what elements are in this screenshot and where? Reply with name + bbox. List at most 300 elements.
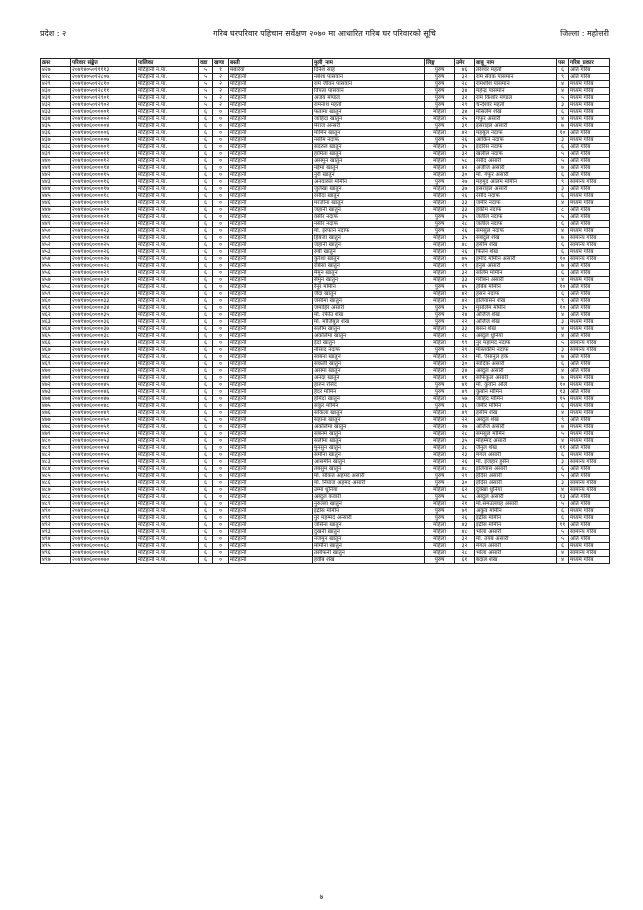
gender-cell: पुरुष — [425, 137, 455, 144]
page-header — [40, 28, 609, 42]
serial-cell: ४४३ — [41, 179, 71, 186]
settlement-cell: मटिहानी — [229, 557, 313, 564]
gender-cell: महिला — [425, 375, 455, 382]
poverty-type-cell: मध्यम गरिब — [569, 375, 610, 382]
municipality-cell: मटिहानी न.पा. — [137, 137, 199, 144]
table-row — [41, 522, 610, 529]
block-cell: ० — [213, 326, 229, 333]
serial-cell: ४२८ — [41, 74, 71, 81]
block-cell: ० — [213, 291, 229, 298]
poverty-type-cell: मध्यम गरिब — [569, 424, 610, 431]
family-size-cell: ४ — [557, 557, 569, 564]
table-row — [41, 452, 610, 459]
block-cell: ० — [213, 501, 229, 508]
gender-cell: महिला — [425, 340, 455, 347]
municipality-cell: मटिहानी न.पा. — [137, 417, 199, 424]
head-name-cell: सलीम खातुन — [313, 326, 425, 333]
municipality-cell: मटिहानी न.पा. — [137, 67, 199, 74]
ward-cell: ६ — [199, 298, 213, 305]
age-cell: ४५ — [455, 284, 475, 291]
family-size-cell: ७ — [557, 235, 569, 242]
head-name-cell: सबनम खातुन — [313, 431, 425, 438]
serial-cell: ४५१ — [41, 235, 71, 242]
household-table — [40, 58, 610, 564]
table-row — [41, 340, 610, 347]
ward-cell: ६ — [199, 284, 213, 291]
poverty-type-cell: अति गरिब — [569, 130, 610, 137]
head-name-cell: नबेशा पासवान — [313, 74, 425, 81]
column-header: मुली_नाम — [313, 59, 425, 67]
poverty-type-cell: अति गरिब — [569, 333, 610, 340]
table-row — [41, 172, 610, 179]
serial-cell: ४३७ — [41, 137, 71, 144]
serial-cell: ४३० — [41, 88, 71, 95]
head-name-cell: हैदर मोमिन — [313, 389, 425, 396]
household-code-cell: २०४१४०६००००४९ — [71, 410, 137, 417]
table-row — [41, 130, 610, 137]
poverty-type-cell: मध्यम गरिब — [569, 123, 610, 130]
settlement-cell: मटिहानी — [229, 445, 313, 452]
ward-cell: ६ — [199, 291, 213, 298]
municipality-cell: मटिहानी न.पा. — [137, 424, 199, 431]
father-name-cell: हसीम शेख — [475, 410, 557, 417]
gender-cell: पुरुष — [425, 123, 455, 130]
age-cell: २९ — [455, 102, 475, 109]
household-code-cell: २०४१४०६००००२० — [71, 207, 137, 214]
table-row — [41, 102, 610, 109]
father-name-cell: अब्दुल धुनिया — [475, 333, 557, 340]
age-cell: ३० — [455, 361, 475, 368]
gender-cell: महिला — [425, 529, 455, 536]
father-name-cell: इसराइल अंसारी — [475, 186, 557, 193]
serial-cell: ४६१ — [41, 305, 71, 312]
head-name-cell: नईमा खातुन — [313, 165, 425, 172]
block-cell: २ — [213, 95, 229, 102]
block-cell: ० — [213, 305, 229, 312]
poverty-type-cell: मध्यम गरिब — [569, 137, 610, 144]
age-cell: ६२ — [455, 487, 475, 494]
household-code-cell: २०४१४०६००००४७ — [71, 396, 137, 403]
age-cell: ३३ — [455, 326, 475, 333]
serial-cell: ४३३ — [41, 109, 71, 116]
head-name-cell: रसीदा खातुन — [313, 193, 425, 200]
settlement-cell: मटिहानी — [229, 424, 313, 431]
head-name-cell: जमाहिर अंसारी — [313, 305, 425, 312]
household-code-cell: २०४१४०६००००६१ — [71, 494, 137, 501]
household-code-cell: २०४१४०६००००२९ — [71, 270, 137, 277]
settlement-cell: मटिहानी — [229, 109, 313, 116]
poverty-type-cell: अति गरिब — [569, 186, 610, 193]
municipality-cell: मटिहानी न.पा. — [137, 326, 199, 333]
block-cell: ० — [213, 557, 229, 564]
gender-cell: महिला — [425, 144, 455, 151]
block-cell: ० — [213, 214, 229, 221]
age-cell: ३३ — [455, 277, 475, 284]
block-cell: ० — [213, 249, 229, 256]
serial-cell: ४७५ — [41, 403, 71, 410]
household-code-cell: २०४१४०६००००१६ — [71, 179, 137, 186]
poverty-type-cell: मध्यम गरिब — [569, 410, 610, 417]
settlement-cell: मटिहानी — [229, 389, 313, 396]
municipality-cell: मटिहानी न.पा. — [137, 95, 199, 102]
table-row — [41, 298, 610, 305]
age-cell: ३५ — [455, 235, 475, 242]
ward-cell: ६ — [199, 165, 213, 172]
table-row — [41, 95, 610, 102]
block-cell: ० — [213, 550, 229, 557]
serial-cell: ४८९ — [41, 501, 71, 508]
block-cell: २ — [213, 88, 229, 95]
father-name-cell: भोला अंसारी — [475, 529, 557, 536]
table-row — [41, 354, 610, 361]
table-row — [41, 214, 610, 221]
serial-cell: ४९३ — [41, 529, 71, 536]
block-cell: ० — [213, 403, 229, 410]
serial-cell: ४६६ — [41, 340, 71, 347]
serial-cell: ४७३ — [41, 389, 71, 396]
father-name-cell: भोला अंसारी — [475, 550, 557, 557]
block-cell: ० — [213, 424, 229, 431]
block-cell: ० — [213, 354, 229, 361]
father-name-cell: सलिम मोमीन — [475, 270, 557, 277]
serial-cell: ४८८ — [41, 494, 71, 501]
block-cell: ० — [213, 473, 229, 480]
settlement-cell: मटिहानी — [229, 165, 313, 172]
head-name-cell: मोमीना खातुन — [313, 543, 425, 550]
age-cell: ३२ — [455, 536, 475, 543]
settlement-cell: मटिहानी — [229, 501, 313, 508]
head-name-cell: मो. इरफान नदाफ — [313, 228, 425, 235]
age-cell: २६ — [455, 515, 475, 522]
family-size-cell: ६ — [557, 543, 569, 550]
settlement-cell: मटिहानी — [229, 340, 313, 347]
poverty-type-cell: मध्यम गरिब — [569, 326, 610, 333]
serial-cell: ४८३ — [41, 459, 71, 466]
household-code-cell: २०४१४०५०१२८०७ — [71, 74, 137, 81]
age-cell: २६ — [455, 193, 475, 200]
poverty-type-cell: अति गरिब — [569, 172, 610, 179]
poverty-type-cell: अति गरिब — [569, 445, 610, 452]
serial-cell: ४८२ — [41, 452, 71, 459]
household-code-cell: २०४१४०६००००६२ — [71, 501, 137, 508]
household-code-cell: २०४१४०६००००६९ — [71, 550, 137, 557]
serial-cell: ४५७ — [41, 277, 71, 284]
family-size-cell: ६ — [557, 109, 569, 116]
poverty-type-cell: मध्यम गरिब — [569, 557, 610, 564]
ward-cell: ६ — [199, 389, 213, 396]
settlement-cell: मटिहानी — [229, 186, 313, 193]
household-code-cell: २०४१४०६००००३३ — [71, 298, 137, 305]
block-cell: २ — [213, 81, 229, 88]
head-name-cell: अनदा खातुन — [313, 375, 425, 382]
family-size-cell: ७ — [557, 123, 569, 130]
age-cell: ४२ — [455, 165, 475, 172]
ward-cell: ६ — [199, 186, 213, 193]
serial-cell: ४३८ — [41, 144, 71, 151]
household-code-cell: २०४१४०५०१२८११ — [71, 88, 137, 95]
ward-cell: ५ — [199, 102, 213, 109]
settlement-cell: मटिहानी — [229, 284, 313, 291]
gender-cell: महिला — [425, 326, 455, 333]
serial-cell: ४४५ — [41, 193, 71, 200]
table-row — [41, 445, 610, 452]
ward-cell: ६ — [199, 312, 213, 319]
municipality-cell: मटिहानी न.पा. — [137, 473, 199, 480]
father-name-cell: हकीम नदाफ — [475, 207, 557, 214]
settlement-cell: मटिहानी — [229, 494, 313, 501]
serial-cell: ४७६ — [41, 410, 71, 417]
family-size-cell: ६ — [557, 249, 569, 256]
municipality-cell: मटिहानी न.पा. — [137, 431, 199, 438]
serial-cell: ४७२ — [41, 382, 71, 389]
municipality-cell: मटिहानी न.पा. — [137, 536, 199, 543]
ward-cell: ६ — [199, 508, 213, 515]
district-label: जिल्ला : महोत्तरी — [560, 29, 609, 38]
settlement-cell: मटिहानी — [229, 305, 313, 312]
serial-cell: ४६७ — [41, 347, 71, 354]
settlement-cell: मटिहानी — [229, 536, 313, 543]
head-name-cell: असमुन खातुन — [313, 158, 425, 165]
gender-cell: महिला — [425, 298, 455, 305]
settlement-cell: मटिहानी — [229, 235, 313, 242]
block-cell: ० — [213, 361, 229, 368]
age-cell: ४१ — [455, 375, 475, 382]
gender-cell: पुरुष — [425, 319, 455, 326]
poverty-type-cell: अति गरिब — [569, 466, 610, 473]
municipality-cell: मटिहानी न.पा. — [137, 368, 199, 375]
block-cell: ० — [213, 186, 229, 193]
municipality-cell: मटिहानी न.पा. — [137, 102, 199, 109]
serial-cell: ४४० — [41, 158, 71, 165]
column-header: क्रस — [41, 59, 71, 67]
gender-cell: पुरुष — [425, 305, 455, 312]
table-body — [41, 67, 610, 564]
age-cell: २५ — [455, 116, 475, 123]
family-size-cell: ३ — [557, 186, 569, 193]
serial-cell: ४२९ — [41, 81, 71, 88]
age-cell: ३५ — [455, 214, 475, 221]
family-size-cell: ११ — [557, 445, 569, 452]
gender-cell: महिला — [425, 438, 455, 445]
settlement-cell: मटिहानी — [229, 431, 313, 438]
table-row — [41, 291, 610, 298]
household-code-cell: २०४१४०६०००००७ — [71, 137, 137, 144]
table-row — [41, 508, 610, 515]
father-name-cell: हदिस अंसारी — [475, 473, 557, 480]
head-name-cell: सकिला खातुन — [313, 410, 425, 417]
settlement-cell: मटिहानी — [229, 382, 313, 389]
gender-cell: महिला — [425, 333, 455, 340]
age-cell: ७९ — [455, 508, 475, 515]
gender-cell: पुरुष — [425, 228, 455, 235]
family-size-cell: ३ — [557, 459, 569, 466]
father-name-cell: मोसलेम शेख — [475, 109, 557, 116]
serial-cell: ४८६ — [41, 480, 71, 487]
head-name-cell: साबना खातुन — [313, 354, 425, 361]
block-cell: ० — [213, 109, 229, 116]
ward-cell: ५ — [199, 74, 213, 81]
block-cell: ० — [213, 487, 229, 494]
father-name-cell: खलील नदाफ — [475, 151, 557, 158]
municipality-cell: मटिहानी न.पा. — [137, 466, 199, 473]
municipality-cell: मटिहानी न.पा. — [137, 207, 199, 214]
settlement-cell: मटिहानी — [229, 74, 313, 81]
serial-cell: ४६८ — [41, 354, 71, 361]
municipality-cell: मटिहानी न.पा. — [137, 298, 199, 305]
age-cell: २१ — [455, 501, 475, 508]
settlement-cell: मटिहानी — [229, 228, 313, 235]
age-cell: ४२ — [455, 130, 475, 137]
head-name-cell: हिबजा खातुन — [313, 235, 425, 242]
ward-cell: ६ — [199, 116, 213, 123]
head-name-cell: सैमुन खातुन — [313, 277, 425, 284]
household-code-cell: २०४१४०६००००३७ — [71, 326, 137, 333]
family-size-cell: ४ — [557, 81, 569, 88]
column-header: खण्ड — [213, 59, 229, 67]
table-row — [41, 151, 610, 158]
father-name-cell: इसराइल अंसारी — [475, 123, 557, 130]
household-code-cell: २०४१४०६००००३६ — [71, 319, 137, 326]
table-row — [41, 536, 610, 543]
serial-cell: ४४७ — [41, 207, 71, 214]
serial-cell: ४२७ — [41, 67, 71, 74]
ward-cell: ६ — [199, 263, 213, 270]
settlement-cell: मटिहानी — [229, 473, 313, 480]
municipality-cell: मटिहानी न.पा. — [137, 242, 199, 249]
table-row — [41, 88, 610, 95]
poverty-type-cell: मध्यम गरिब — [569, 382, 610, 389]
table-row — [41, 123, 610, 130]
municipality-cell: मटिहानी न.पा. — [137, 151, 199, 158]
municipality-cell: मटिहानी न.पा. — [137, 501, 199, 508]
father-name-cell: हसीम शेख — [475, 242, 557, 249]
age-cell: ५७ — [455, 396, 475, 403]
gender-cell: पुरुष — [425, 557, 455, 564]
poverty-type-cell: अति गरिब — [569, 522, 610, 529]
poverty-type-cell: अति गरिब — [569, 298, 610, 305]
ward-cell: ६ — [199, 543, 213, 550]
gender-cell: पुरुष — [425, 515, 455, 522]
poverty-type-cell: सामान्य गरिब — [569, 235, 610, 242]
family-size-cell: ३ — [557, 319, 569, 326]
family-size-cell: १० — [557, 382, 569, 389]
block-cell: ० — [213, 480, 229, 487]
block-cell: ० — [213, 312, 229, 319]
father-name-cell: इद्रीस मोमीन — [475, 522, 557, 529]
serial-cell: ४७९ — [41, 431, 71, 438]
serial-cell: ४५५ — [41, 263, 71, 270]
block-cell: ० — [213, 277, 229, 284]
municipality-cell: मटिहानी न.पा. — [137, 172, 199, 179]
age-cell: १९ — [455, 340, 475, 347]
document-title: गरिब घरपरिवार पहिचान सर्वेक्षण २०७० मा आधारित गरिब घर परिवारको सूचि — [213, 29, 436, 38]
municipality-cell: मटिहानी न.पा. — [137, 389, 199, 396]
block-cell: ० — [213, 368, 229, 375]
municipality-cell: मटिहानी न.पा. — [137, 382, 199, 389]
father-name-cell: हसन नदाफ — [475, 291, 557, 298]
gender-cell: पुरुष — [425, 389, 455, 396]
table-row — [41, 200, 610, 207]
block-cell: ० — [213, 228, 229, 235]
household-code-cell: २०४१४०६००००५७ — [71, 466, 137, 473]
ward-cell: ६ — [199, 235, 213, 242]
municipality-cell: मटिहानी न.पा. — [137, 403, 199, 410]
family-size-cell: १३ — [557, 494, 569, 501]
gender-cell: महिला — [425, 151, 455, 158]
ward-cell: ६ — [199, 270, 213, 277]
municipality-cell: मटिहानी न.पा. — [137, 354, 199, 361]
head-name-cell: अनवारुल मोमीन — [313, 179, 425, 186]
gender-cell: महिला — [425, 522, 455, 529]
head-name-cell: जुलेखा खातुन — [313, 186, 425, 193]
age-cell: २८ — [455, 550, 475, 557]
block-cell: ० — [213, 417, 229, 424]
serial-cell: ४३५ — [41, 123, 71, 130]
household-code-cell: २०४१४०६००००४४ — [71, 375, 137, 382]
head-name-cell: अकलिमा खातुन — [313, 333, 425, 340]
municipality-cell: मटिहानी न.पा. — [137, 270, 199, 277]
serial-cell: ४८१ — [41, 445, 71, 452]
ward-cell: ६ — [199, 445, 213, 452]
household-code-cell: २०४१४०६००००२४ — [71, 235, 137, 242]
head-name-cell: मरजीना खातुन — [313, 200, 425, 207]
father-name-cell: मो. कुर्वान अलि — [475, 382, 557, 389]
head-name-cell: सहाना खातुन — [313, 417, 425, 424]
family-size-cell: ५ — [557, 431, 569, 438]
table-row — [41, 487, 610, 494]
poverty-type-cell: सामान्य गरिब — [569, 242, 610, 249]
table-row — [41, 242, 610, 249]
father-name-cell: महमुद आलम मोमीन — [475, 179, 557, 186]
father-name-cell: मोहम्मद अंसारी — [475, 438, 557, 445]
age-cell: ३६ — [455, 403, 475, 410]
poverty-type-cell: अति गरिब — [569, 494, 610, 501]
poverty-type-cell: मध्यम गरिब — [569, 88, 610, 95]
ward-cell: ६ — [199, 501, 213, 508]
head-name-cell: दुखनी खातुन — [313, 529, 425, 536]
block-cell: ० — [213, 396, 229, 403]
poverty-type-cell: सामान्य गरिब — [569, 459, 610, 466]
poverty-type-cell: मध्यम गरिब — [569, 431, 610, 438]
family-size-cell: ६ — [557, 221, 569, 228]
family-size-cell: ६ — [557, 242, 569, 249]
age-cell: ३२ — [455, 543, 475, 550]
table-row — [41, 109, 610, 116]
father-name-cell: हदिस अंसारी — [475, 480, 557, 487]
household-code-cell: २०४१४०६००००६३ — [71, 508, 137, 515]
poverty-type-cell: सामान्य गरिब — [569, 179, 610, 186]
household-code-cell: २०४१४०६००००२८ — [71, 263, 137, 270]
table-row — [41, 466, 610, 473]
ward-cell: ६ — [199, 137, 213, 144]
block-cell: ० — [213, 340, 229, 347]
age-cell: ३५ — [455, 438, 475, 445]
ward-cell: ६ — [199, 340, 213, 347]
table-row — [41, 228, 610, 235]
gender-cell: महिला — [425, 242, 455, 249]
family-size-cell: ६ — [557, 172, 569, 179]
serial-cell: ४६९ — [41, 361, 71, 368]
poverty-type-cell: सामान्य गरिब — [569, 487, 610, 494]
table-row — [41, 424, 610, 431]
gender-cell: महिला — [425, 256, 455, 263]
father-name-cell: मंगल अंसारी — [475, 452, 557, 459]
poverty-type-cell: मध्यम गरिब — [569, 543, 610, 550]
ward-cell: ६ — [199, 151, 213, 158]
settlement-cell: मटिहानी — [229, 347, 313, 354]
family-size-cell: ६ — [557, 291, 569, 298]
household-code-cell: २०४१४०६००००२१ — [71, 214, 137, 221]
